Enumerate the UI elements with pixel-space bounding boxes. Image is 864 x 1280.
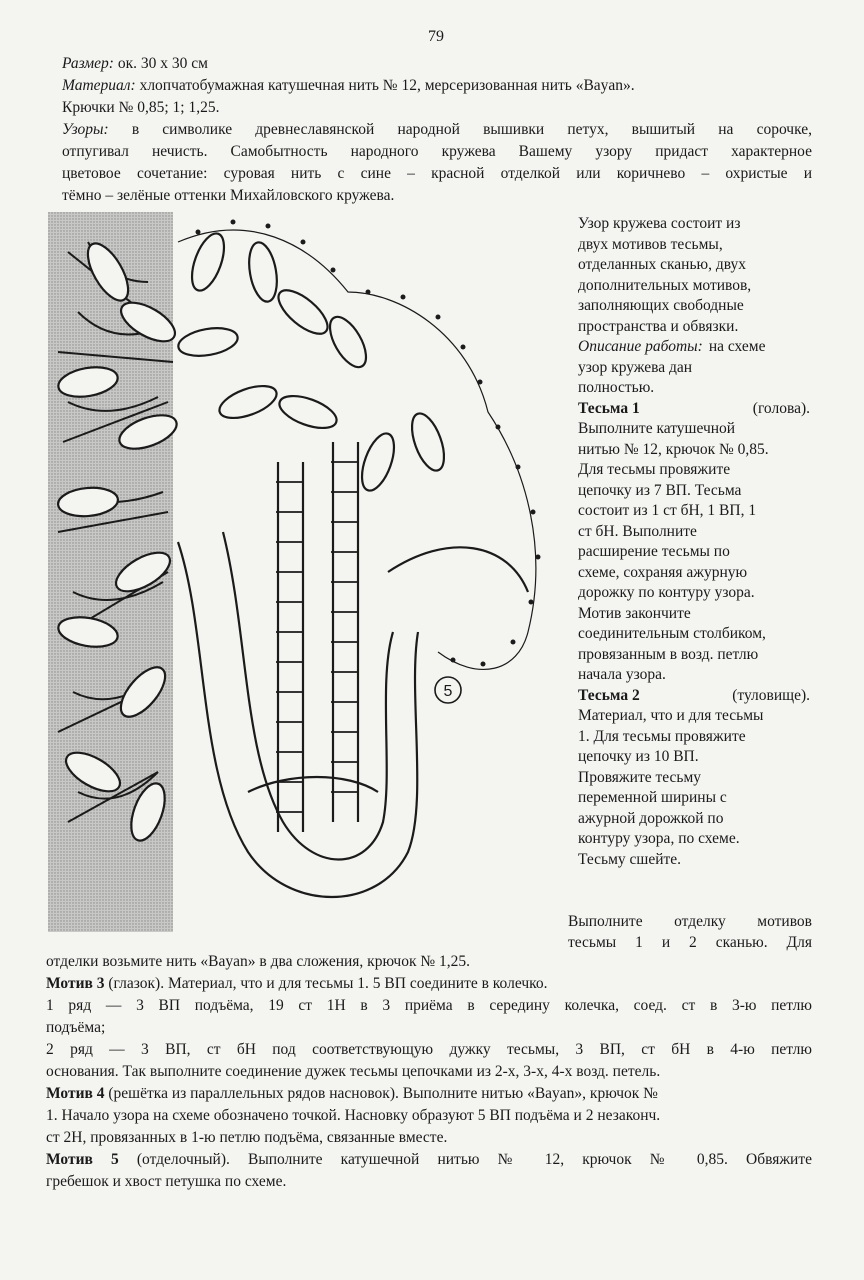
rc-line: Выполните катушечной xyxy=(578,420,736,437)
row2-line: 2 ряд — 3 ВП, ст бН под соответствующую дужку тесьмы, 3 ВП, ст бН в 4-ю петлю xyxy=(46,1041,812,1058)
motif4-title: Мотив 4 xyxy=(46,1085,105,1102)
material-label: Материал: xyxy=(62,77,136,94)
rc-line: отделанных сканью, двух xyxy=(578,256,747,273)
material-line xyxy=(62,76,635,96)
picot-dots xyxy=(196,220,541,667)
patterns-line-2: отпугивал нечисть. Самобытность народного кружева Вашему узору придаст характерное xyxy=(62,143,812,160)
tape-rungs xyxy=(276,462,359,812)
tape1-heading xyxy=(578,399,810,420)
rc-line: полностью. xyxy=(578,379,655,396)
rc-line: пространства и обвязки. xyxy=(578,317,739,335)
hooks-line: Крючки № 0,85; 1; 1,25. xyxy=(62,99,220,116)
rc-line: переменной ширины с xyxy=(578,789,727,806)
motif3-text: (глазок). Материал, что и для тесьмы 1. 5 ВП соедините в колечко. xyxy=(104,975,548,992)
row1-cont: подъёма; xyxy=(46,1019,106,1036)
rc-line: дополнительных мотивов, xyxy=(578,276,752,294)
finish-line-2: тесьмы 1 и 2 сканью. Для xyxy=(568,934,812,951)
size-label: Размер: xyxy=(62,55,114,72)
rc-line: расширение тесьмы по xyxy=(578,543,730,560)
rc-line: начала узора. xyxy=(578,666,666,683)
motif5-title: Мотив 5 xyxy=(46,1151,119,1168)
rc-line: Провяжите тесьму xyxy=(578,768,702,786)
rc-line: Материал, что и для тесьмы xyxy=(578,707,764,724)
rc-line: Для тесьмы провяжите xyxy=(578,461,731,478)
work-description-line xyxy=(578,337,810,358)
bottom-line-1: отделки возьмите нить «Bayan» в два сложения, крючок № 1,25. xyxy=(46,953,471,970)
patterns-text-1: в символике древнеславянской народной вышивки петух, вышитый на сорочке, xyxy=(108,121,812,138)
row2-cont: основания. Так выполните соединение дужек тесьмы цепочками из 2-х, 3-х, 4-х возд. петель. xyxy=(46,1063,661,1080)
motif3-line xyxy=(46,974,548,994)
rc-line: схеме, сохраняя ажурную xyxy=(578,563,748,581)
rc-line: Мотив закончите xyxy=(578,604,691,622)
rc-line: состоит из 1 ст бН, 1 ВП, 1 xyxy=(578,502,757,519)
patterns-label: Узоры: xyxy=(62,121,109,138)
work-rest: на схеме xyxy=(708,338,766,355)
work-label: Описание работы: xyxy=(578,338,703,355)
motif4-cont-2: ст 2Н, провязанных в 1-ю петлю подъёма, связанные вместе. xyxy=(46,1129,448,1146)
size-value: ок. 30 x 30 см xyxy=(113,55,208,72)
patterns-line-4: тёмно – зелёные оттенки Михайловского кружева. xyxy=(62,187,395,204)
tape2-title: Тесьма 2 xyxy=(578,686,640,704)
tape1-title: Тесьма 1 xyxy=(578,399,640,417)
patterns-line-1 xyxy=(62,120,812,140)
rc-line: цепочку из 7 ВП. Тесьма xyxy=(578,481,742,499)
rc-line: контуру узора, по схеме. xyxy=(578,830,740,847)
tape2-heading xyxy=(578,686,810,707)
rc-line: узор кружева дан xyxy=(578,358,693,376)
rc-line: ажурной дорожкой по xyxy=(578,809,724,827)
crochet-diagram xyxy=(48,212,558,944)
rc-line: Тесьму сшейте. xyxy=(578,850,682,868)
motif4-text: (решётка из параллельных рядов насновок). Выполните нитью «Bayan», крючок № xyxy=(104,1085,658,1102)
rc-line: заполняющих свободные xyxy=(578,297,744,314)
motif4-line xyxy=(46,1084,658,1104)
tape1-note: (голова). xyxy=(752,399,810,417)
crest-loops xyxy=(176,229,450,494)
right-column xyxy=(578,214,810,870)
finish-line-1: Выполните отделку мотивов xyxy=(568,913,812,930)
rc-line: двух мотивов тесьмы, xyxy=(578,235,723,253)
rc-line: дорожку по контуру узора. xyxy=(578,584,755,601)
page-number: 79 xyxy=(428,28,444,45)
patterns-line-3: цветовое сочетание: суровая нить с сине – красной отделкой или коричнево – охристые и xyxy=(62,165,812,182)
rc-line: провязанным в возд. петлю xyxy=(578,645,759,663)
motif4-cont-1: 1. Начало узора на схеме обозначено точкой. Насновку образуют 5 ВП подъёма и 2 незаконч. xyxy=(46,1107,661,1124)
material-value: хлопчатобумажная катушечная нить № 12, мерсеризованная нить «Bayan». xyxy=(135,77,635,94)
motif3-title: Мотив 3 xyxy=(46,975,105,992)
rc-line: нитью № 12, крючок № 0,85. xyxy=(578,440,769,458)
motif-marker-label: 5 xyxy=(443,683,453,700)
rc-line: цепочку из 10 ВП. xyxy=(578,748,699,765)
tape2-note: (туловище). xyxy=(732,686,810,704)
rc-line: Узор кружева состоит из xyxy=(578,215,741,232)
row1-line: 1 ряд — 3 ВП подъёма, 19 ст 1Н в 3 приёма в середину колечка, соед. ст в 3-ю петлю xyxy=(46,997,812,1014)
rc-line: 1. Для тесьмы провяжите xyxy=(578,727,746,745)
size-line xyxy=(62,54,208,74)
motif5-text: (отделочный). Выполните катушечной нитью № 12, крючок № 0,85. Обвяжите xyxy=(118,1151,812,1168)
rc-line: соединительным столбиком, xyxy=(578,625,766,642)
rc-line: ст бН. Выполните xyxy=(578,522,697,540)
motif5-line xyxy=(46,1150,812,1170)
motif5-cont: гребешок и хвост петушка по схеме. xyxy=(46,1173,287,1190)
